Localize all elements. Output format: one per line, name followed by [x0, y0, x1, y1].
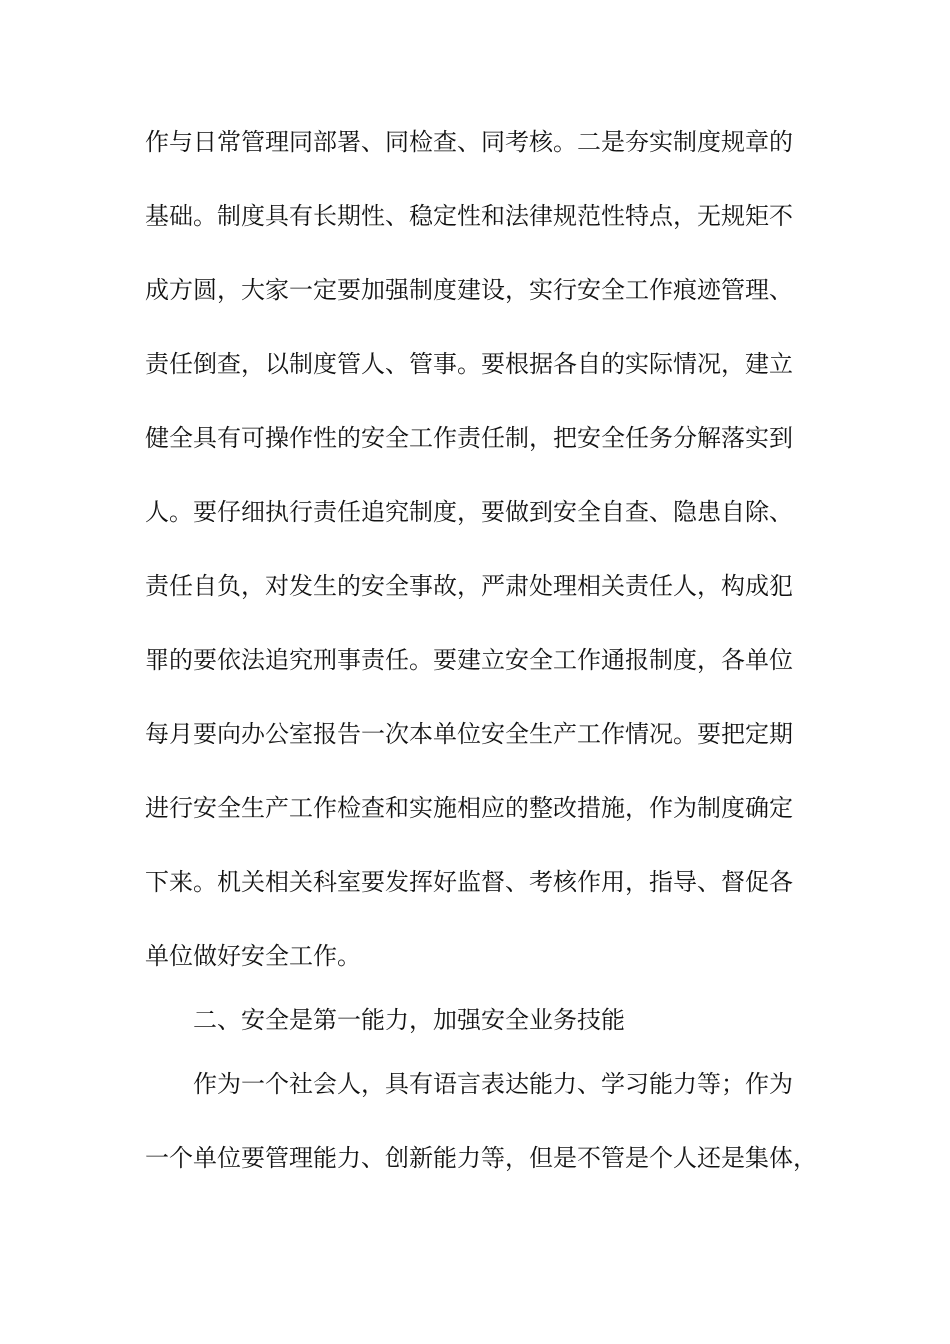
text-line: 作与日常管理同部署、同检查、同考核。二是夯实制度规章的	[145, 128, 793, 156]
body-text	[145, 128, 817, 1220]
text-line: 责任自负，对发生的安全事故，严肃处理相关责任人，构成犯	[145, 572, 793, 600]
text-line: 基础。制度具有长期性、稳定性和法律规范性特点，无规矩不	[145, 202, 793, 230]
text-line: 下来。机关相关科室要发挥好监督、考核作用，指导、督促各	[145, 868, 793, 896]
text-line: 一个单位要管理能力、创新能力等，但是不管是个人还是集体，	[145, 1144, 817, 1172]
text-line: 人。要仔细执行责任追究制度，要做到安全自查、隐患自除、	[145, 498, 793, 526]
text-line: 单位做好安全工作。	[145, 942, 361, 970]
text-line: 进行安全生产工作检查和实施相应的整改措施，作为制度确定	[145, 794, 793, 822]
text-line: 责任倒查，以制度管人、管事。要根据各自的实际情况，建立	[145, 350, 793, 378]
section-heading: 二、安全是第一能力，加强安全业务技能	[193, 1006, 625, 1034]
text-line: 成方圆，大家一定要加强制度建设，实行安全工作痕迹管理、	[145, 276, 793, 304]
text-line: 每月要向办公室报告一次本单位安全生产工作情况。要把定期	[145, 720, 793, 748]
text-line: 罪的要依法追究刑事责任。要建立安全工作通报制度，各单位	[145, 646, 793, 674]
text-line: 健全具有可操作性的安全工作责任制，把安全任务分解落实到	[145, 424, 793, 452]
text-line: 作为一个社会人，具有语言表达能力、学习能力等；作为	[193, 1070, 793, 1098]
